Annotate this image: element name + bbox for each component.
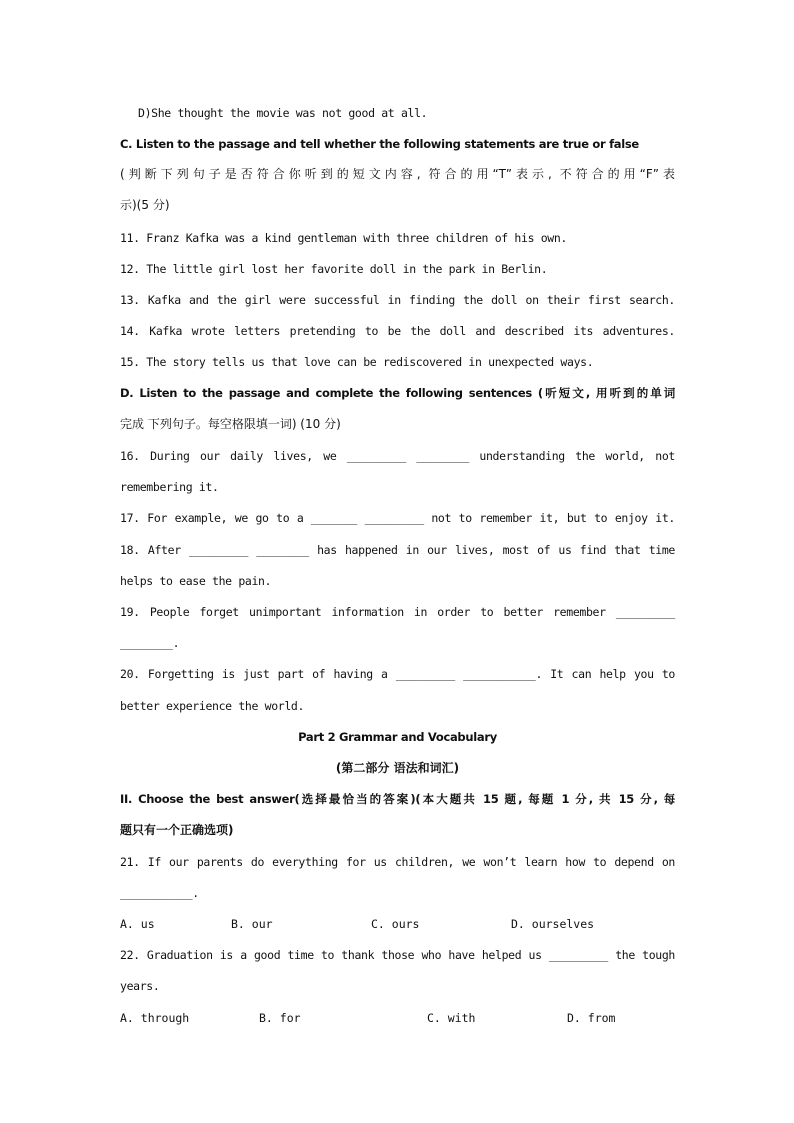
question-15: 15. The story tells us that love can be rediscovered in unexpected ways. [120, 355, 594, 369]
question-21-line-2: ___________. [120, 886, 199, 900]
question-20-line-2: better experience the world. [120, 699, 305, 713]
question-12: 12. The little girl lost her favorite doll in the park in Berlin. [120, 262, 548, 276]
section-d-heading: D. Listen to the passage and complete the following sentences (听短文, 用听到的单词 [120, 386, 675, 400]
question-14: 14. Kafka wrote letters pretending to be the doll and described its adventures. [120, 324, 675, 338]
question-18-line-1: 18. After _________ ________ has happened in our lives, most of us find that time [120, 543, 675, 557]
q21-option-c: C. ours [371, 917, 420, 931]
question-19-line-1: 19. People forget unimportant information in order to better remember _________ [120, 605, 675, 619]
question-16-line-1: 16. During our daily lives, we _________ ________ understanding the world, not [120, 449, 675, 463]
question-11: 11. Franz Kafka was a kind gentleman with three children of his own. [120, 231, 568, 245]
part-2-subtitle: (第二部分 语法和词汇) [335, 761, 460, 775]
question-22-options [120, 1010, 675, 1026]
question-16-line-2: remembering it. [120, 480, 219, 494]
section-c-heading: C. Listen to the passage and tell whether the following statements are true or false [120, 137, 639, 151]
section-c-instruction-1: (判断下列句子是否符合你听到的短文内容, 符合的用“T”表示, 不符合的用“F”表 [120, 167, 675, 181]
q22-option-a: A. through [120, 1011, 190, 1025]
question-22-line-2: years. [120, 979, 160, 993]
q21-option-d: D. ourselves [511, 917, 595, 931]
q21-option-b: B. our [231, 917, 273, 931]
q22-option-b: B. for [259, 1011, 301, 1025]
question-19-line-2: ________. [120, 636, 180, 650]
question-21-options [120, 916, 675, 932]
q22-option-d: D. from [567, 1011, 616, 1025]
section-d-instruction: 完成 下列句子。每空格限填一词) (10 分) [120, 417, 341, 431]
question-22-line-1: 22. Graduation is a good time to thank those who have helped us _________ the tough [120, 948, 675, 962]
section-ii-instruction: 题只有一个正确选项) [120, 823, 234, 837]
section-c-instruction-2: 示)(5 分) [120, 198, 170, 212]
question-13: 13. Kafka and the girl were successful in finding the doll on their first search. [120, 293, 675, 307]
question-20-line-1: 20. Forgetting is just part of having a _________ ___________. It can help you to [120, 667, 675, 681]
part-2-title: Part 2 Grammar and Vocabulary [298, 730, 497, 744]
question-18-line-2: helps to ease the pain. [120, 574, 272, 588]
option-d-line: D)She thought the movie was not good at all. [138, 106, 428, 120]
q22-option-c: C. with [427, 1011, 476, 1025]
section-ii-heading: II. Choose the best answer(选择最恰当的答案)(本大题共 15 题, 每题 1 分, 共 15 分, 每 [120, 792, 675, 806]
q21-option-a: A. us [120, 917, 155, 931]
question-17: 17. For example, we go to a _______ _________ not to remember it, but to enjoy it. [120, 511, 675, 525]
question-21-line-1: 21. If our parents do everything for us children, we won’t learn how to depend on [120, 855, 675, 869]
